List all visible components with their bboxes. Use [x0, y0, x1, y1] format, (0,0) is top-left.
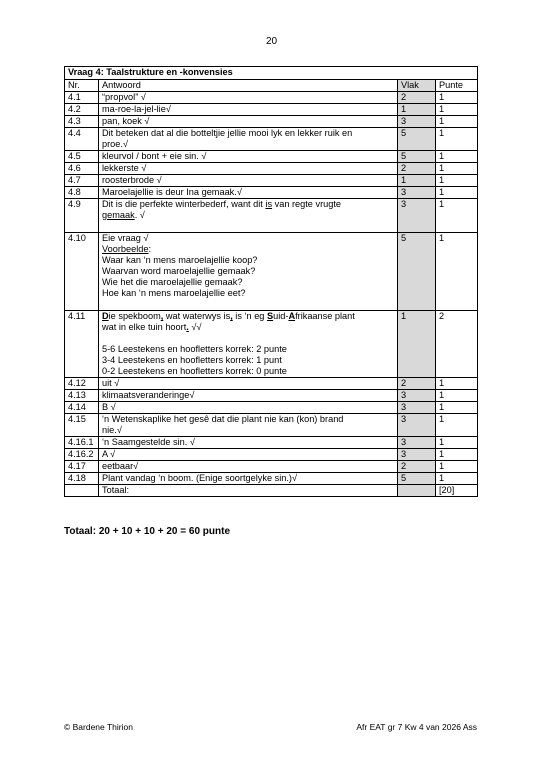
row-vlak: 3 — [398, 116, 436, 128]
row-punte: 1 — [436, 104, 478, 116]
row-nr: 4.8 — [65, 187, 99, 199]
row-punte: 1 — [436, 233, 478, 311]
header-antwoord: Antwoord — [99, 80, 398, 92]
answer-line: nie.√ — [102, 425, 122, 435]
table-row — [65, 92, 478, 104]
row-vlak: 3 — [398, 187, 436, 199]
grand-total: Totaal: 20 + 10 + 10 + 20 = 60 punte — [64, 526, 231, 537]
row-antwoord — [99, 311, 398, 378]
answer-line: Hoe kan ‘n mens maroelajellie eet? — [102, 288, 246, 298]
answer-text: ie spekboom — [108, 311, 161, 321]
answer-line: Eie vraag √ — [102, 233, 149, 243]
table-row — [65, 461, 478, 473]
answer-line: Dit beteken dat al die botteltjie jellie mooi lyk en lekker ruik en — [102, 128, 353, 138]
row-punte: 1 — [436, 187, 478, 199]
row-antwoord: “propvol” √ — [99, 92, 398, 104]
row-nr: 4.18 — [65, 473, 99, 485]
row-vlak: 1 — [398, 311, 436, 378]
row-antwoord: pan, koek √ — [99, 116, 398, 128]
row-antwoord: kleurvol / bont + eie sin. √ — [99, 151, 398, 163]
row-nr: 4.5 — [65, 151, 99, 163]
row-nr: 4.14 — [65, 402, 99, 414]
underlined-comma: , — [160, 311, 164, 321]
table-row — [65, 187, 478, 199]
table-row — [65, 473, 478, 485]
total-vlak — [398, 485, 436, 497]
row-nr: 4.12 — [65, 378, 99, 390]
row-nr: 4.16.2 — [65, 449, 99, 461]
answer-text: Dit is die perfekte winterbederf, want dit — [102, 199, 266, 209]
row-nr: 4.15 — [65, 414, 99, 437]
underlined-word: gemaak — [102, 210, 135, 220]
total-label: Totaal: — [99, 485, 398, 497]
row-antwoord — [99, 414, 398, 437]
row-punte: 1 — [436, 163, 478, 175]
row-punte: 2 — [436, 311, 478, 378]
answer-line: proe.√ — [102, 139, 128, 149]
row-antwoord — [99, 128, 398, 151]
row-antwoord: B √ — [99, 402, 398, 414]
row-punte: 1 — [436, 414, 478, 437]
row-punte: 1 — [436, 402, 478, 414]
row-antwoord — [99, 199, 398, 233]
row-vlak: 5 — [398, 128, 436, 151]
answer-text: is ‘n eg — [232, 311, 267, 321]
table-row — [65, 128, 478, 151]
underlined-capital: D — [102, 311, 109, 321]
row-nr: 4.4 — [65, 128, 99, 151]
answer-line: 3-4 Leestekens en hoofletters korrek: 1 punt — [102, 355, 282, 365]
row-antwoord: Plant vandag ‘n boom. (Enige soortgelyke sin.)√ — [99, 473, 398, 485]
row-vlak: 3 — [398, 390, 436, 402]
row-vlak: 2 — [398, 92, 436, 104]
row-nr: 4.17 — [65, 461, 99, 473]
answer-text: : — [148, 244, 152, 254]
table-row — [65, 414, 478, 437]
row-nr: 4.11 — [65, 311, 99, 378]
table-title: Vraag 4: Taalstrukture en -konvensies — [65, 67, 478, 80]
row-vlak: 2 — [398, 461, 436, 473]
row-punte: 1 — [436, 151, 478, 163]
total-punte: [20] — [436, 485, 478, 497]
row-nr: 4.2 — [65, 104, 99, 116]
row-antwoord: roosterbrode √ — [99, 175, 398, 187]
row-nr: 4.3 — [65, 116, 99, 128]
row-punte: 1 — [436, 473, 478, 485]
row-punte: 1 — [436, 437, 478, 449]
row-vlak: 3 — [398, 449, 436, 461]
row-antwoord: uit √ — [99, 378, 398, 390]
table-row — [65, 175, 478, 187]
row-nr: 4.10 — [65, 233, 99, 311]
row-antwoord: ma-roe-la-jel-lie√ — [99, 104, 398, 116]
answer-line: Waarvan word maroelajellie gemaak? — [102, 266, 256, 276]
header-vlak: Vlak — [398, 80, 436, 92]
row-antwoord: ‘n Saamgestelde sin. √ — [99, 437, 398, 449]
answer-line: Waar kan ‘n mens maroelajellie koop? — [102, 255, 258, 265]
total-nr — [65, 485, 99, 497]
underlined-word: is — [265, 199, 273, 209]
answer-text: van regte vrugte — [272, 199, 342, 209]
row-antwoord: lekkerste √ — [99, 163, 398, 175]
underlined-comma: , — [230, 311, 233, 321]
table-row — [65, 233, 478, 311]
row-vlak: 3 — [398, 199, 436, 233]
row-nr: 4.1 — [65, 92, 99, 104]
answer-text: wat in elke tuin hoort — [102, 322, 187, 332]
row-nr: 4.16.1 — [65, 437, 99, 449]
row-vlak: 2 — [398, 378, 436, 390]
row-nr: 4.6 — [65, 163, 99, 175]
row-vlak: 3 — [398, 437, 436, 449]
row-punte: 1 — [436, 116, 478, 128]
row-punte: 1 — [436, 199, 478, 233]
row-vlak: 1 — [398, 104, 436, 116]
table-row — [65, 437, 478, 449]
row-punte: 1 — [436, 378, 478, 390]
row-antwoord: klimaatsveranderinge√ — [99, 390, 398, 402]
underlined-word: Voorbeelde — [102, 244, 149, 254]
table-row — [65, 449, 478, 461]
table-row — [65, 163, 478, 175]
answer-line: 0-2 Leestekens en hoofletters korrek: 0 punte — [102, 366, 287, 376]
answer-line: 5-6 Leestekens en hoofletters korrek: 2 punte — [102, 344, 287, 354]
table-row — [65, 104, 478, 116]
row-vlak: 5 — [398, 233, 436, 311]
row-antwoord: eetbaar√ — [99, 461, 398, 473]
footer-document-info: Afr EAT gr 7 Kw 4 van 2026 Ass — [356, 722, 477, 732]
row-punte: 1 — [436, 390, 478, 402]
answer-text: . √ — [134, 210, 145, 220]
table-row — [65, 402, 478, 414]
table-row — [65, 199, 478, 233]
row-punte: 1 — [436, 461, 478, 473]
memorandum-table — [64, 66, 478, 497]
row-punte: 1 — [436, 92, 478, 104]
table-row — [65, 378, 478, 390]
row-punte: 1 — [436, 128, 478, 151]
footer-copyright: © Bardene Thirion — [64, 722, 133, 732]
row-nr: 4.13 — [65, 390, 99, 402]
underlined-capital: A — [288, 311, 296, 321]
row-vlak: 2 — [398, 163, 436, 175]
row-vlak: 5 — [398, 151, 436, 163]
row-vlak: 5 — [398, 473, 436, 485]
table-row — [65, 390, 478, 402]
answer-line: ‘n Wetenskaplike het gesê dat die plant nie kan (kon) brand — [102, 414, 344, 424]
row-nr: 4.7 — [65, 175, 99, 187]
total-row — [65, 485, 478, 497]
row-punte: 1 — [436, 175, 478, 187]
table-row — [65, 116, 478, 128]
row-vlak: 3 — [398, 414, 436, 437]
underlined-capital: S — [266, 311, 274, 321]
answer-line: Wie het die maroelajellie gemaak? — [102, 277, 243, 287]
row-antwoord: A √ — [99, 449, 398, 461]
row-nr: 4.9 — [65, 199, 99, 233]
answer-text: wat waterwys is — [163, 311, 231, 321]
row-antwoord — [99, 233, 398, 311]
page-number: 20 — [265, 36, 278, 47]
row-punte: 1 — [436, 449, 478, 461]
row-vlak: 3 — [398, 402, 436, 414]
header-punte: Punte — [436, 80, 478, 92]
table-row — [65, 311, 478, 378]
row-antwoord: Maroelajellie is deur Ina gemaak.√ — [99, 187, 398, 199]
table-row — [65, 151, 478, 163]
row-vlak: 1 — [398, 175, 436, 187]
answer-ticks: √√ — [188, 322, 202, 332]
header-nr: Nr. — [65, 80, 99, 92]
answer-text: frikaanse plant — [295, 311, 355, 321]
answer-text: uid- — [273, 311, 289, 321]
underlined-fullstop: . — [186, 322, 189, 332]
